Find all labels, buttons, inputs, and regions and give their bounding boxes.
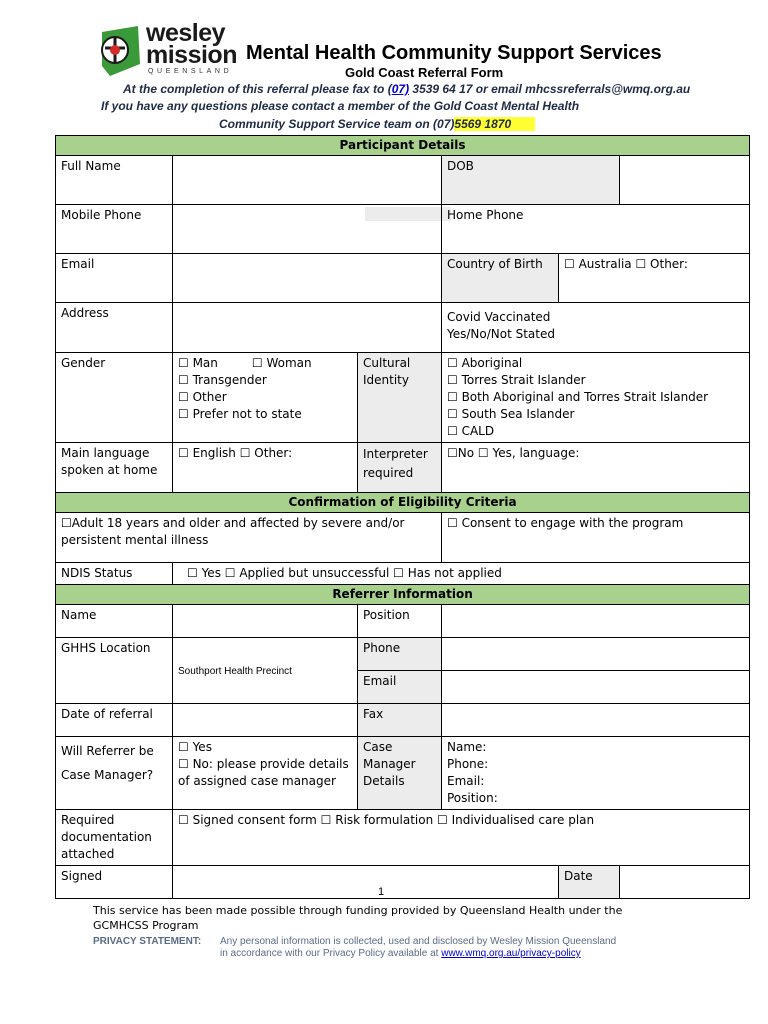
covid-cell[interactable] xyxy=(442,303,750,353)
logo-subtext: QUEENSLAND xyxy=(148,68,233,75)
required-documentation-options[interactable]: ☐ Signed consent form ☐ Risk formulation ☐ Individualised care plan xyxy=(173,810,750,866)
contact-line-1: If you have any questions please contact a member of the Gold Coast Mental Health xyxy=(101,99,580,113)
privacy-statement xyxy=(220,936,616,960)
fax-rest: 3539 64 17 or email mhcssreferrals@wmq.org.au xyxy=(409,82,691,96)
dob-field[interactable] xyxy=(620,156,750,205)
logo-word-wesley: wesley xyxy=(146,19,226,47)
referral-form-table xyxy=(55,135,750,899)
case-manager-details-label: Case Manager Details xyxy=(358,737,442,810)
logo-word-mission: mission xyxy=(146,41,237,69)
referrer-phone-field[interactable] xyxy=(442,638,750,671)
date-field[interactable] xyxy=(620,866,750,899)
main-language-options[interactable]: ☐ English ☐ Other: xyxy=(173,443,358,493)
covid-label: Covid Vaccinated xyxy=(447,310,551,324)
ghhs-location-field[interactable] xyxy=(173,638,358,704)
privacy-label: PRIVACY STATEMENT: xyxy=(93,936,202,947)
contact-line-2-text: Community Support Service team on (07) xyxy=(219,117,455,131)
full-name-field[interactable] xyxy=(173,156,442,205)
gender-man[interactable]: ☐ Man xyxy=(178,356,218,370)
case-manager-options[interactable] xyxy=(173,737,358,810)
interpreter-label: Interpreter required xyxy=(358,443,442,493)
gender-options[interactable] xyxy=(173,353,358,443)
mobile-phone-field[interactable] xyxy=(173,205,442,254)
gender-label: Gender xyxy=(56,353,173,443)
privacy-line-2 xyxy=(220,948,616,960)
gender-woman[interactable]: ☐ Woman xyxy=(251,356,312,370)
date-of-referral-label: Date of referral xyxy=(56,704,173,737)
address-label: Address xyxy=(56,303,173,353)
position-field[interactable] xyxy=(442,605,750,638)
wesley-mission-logo xyxy=(96,19,237,82)
cm-name-label: Name: xyxy=(447,740,487,754)
email-field[interactable] xyxy=(173,254,442,303)
cm-phone-label: Phone: xyxy=(447,757,489,771)
home-phone-label: Home Phone xyxy=(447,208,524,222)
fax-instructions xyxy=(123,82,690,96)
contact-line-2 xyxy=(219,117,535,131)
adult-eligibility-checkbox[interactable]: ☐Adult 18 years and older and affected by severe and/or persistent mental illness xyxy=(56,513,442,563)
fax-field[interactable] xyxy=(442,704,750,737)
cultural-south-sea[interactable]: ☐ South Sea Islander xyxy=(447,407,575,421)
case-manager-details-field[interactable] xyxy=(442,737,750,810)
page-title: Mental Health Community Support Services xyxy=(246,42,662,64)
privacy-line-2-text: in accordance with our Privacy Policy available at xyxy=(220,948,442,959)
case-manager-no[interactable]: ☐ No: please provide details of assigned case manager xyxy=(178,757,349,788)
country-of-birth-label: Country of Birth xyxy=(442,254,559,303)
ndis-status-options[interactable]: ☐ Yes ☐ Applied but unsuccessful ☐ Has not applied xyxy=(173,563,750,585)
case-manager-question: Will Referrer be Case Manager? xyxy=(56,737,173,810)
cultural-identity-label: Cultural Identity xyxy=(358,353,442,443)
page-subtitle: Gold Coast Referral Form xyxy=(345,65,504,80)
home-phone-cell[interactable] xyxy=(442,205,750,254)
fax-label: Fax xyxy=(358,704,442,737)
required-documentation-label: Required documentation attached xyxy=(56,810,173,866)
referrer-email-label: Email xyxy=(358,671,442,704)
fax-prefix: At the completion of this referral please fax to ( xyxy=(123,82,392,96)
privacy-line-1: Any personal information is collected, used and disclosed by Wesley Mission Queensland xyxy=(220,936,617,947)
funding-statement: This service has been made possible through funding provided by Queensland Health under the GCMHCSS Program xyxy=(93,904,623,932)
dob-label: DOB xyxy=(442,156,620,205)
privacy-policy-link[interactable]: www.wmq.org.au/privacy-policy xyxy=(441,948,581,959)
address-field[interactable] xyxy=(173,303,442,353)
referrer-info-heading: Referrer Information xyxy=(56,585,750,605)
participant-details-heading: Participant Details xyxy=(56,136,750,156)
date-label: Date xyxy=(559,866,620,899)
contact-phone: 5569 1870 xyxy=(454,117,535,131)
covid-options: Yes/No/Not Stated xyxy=(447,327,555,341)
signed-label: Signed xyxy=(56,866,173,899)
ndis-status-label: NDIS Status xyxy=(56,563,173,585)
ghhs-location-label: GHHS Location xyxy=(56,638,173,704)
main-language-label: Main language spoken at home xyxy=(56,443,173,493)
mobile-phone-label: Mobile Phone xyxy=(56,205,173,254)
mobile-shaded-area xyxy=(365,207,451,221)
referrer-phone-label: Phone xyxy=(358,638,442,671)
date-of-referral-field[interactable] xyxy=(173,704,358,737)
interpreter-options[interactable]: ☐No ☐ Yes, language: xyxy=(442,443,750,493)
gender-transgender[interactable]: ☐ Transgender xyxy=(178,373,267,387)
cultural-both[interactable]: ☐ Both Aboriginal and Torres Strait Islander xyxy=(447,390,709,404)
country-of-birth-options[interactable]: ☐ Australia ☐ Other: xyxy=(559,254,750,303)
cm-position-label: Position: xyxy=(447,791,498,805)
ghhs-location-value: Southport Health Precinct xyxy=(178,665,292,677)
case-manager-yes[interactable]: ☐ Yes xyxy=(178,740,212,754)
cultural-cald[interactable]: ☐ CALD xyxy=(447,424,495,438)
wesley-mission-shield-icon xyxy=(98,24,144,78)
referrer-name-field[interactable] xyxy=(173,605,358,638)
cultural-identity-options[interactable] xyxy=(442,353,750,443)
fax-area-link[interactable]: 07) xyxy=(391,82,410,96)
signed-field[interactable] xyxy=(173,866,559,899)
full-name-label: Full Name xyxy=(56,156,173,205)
referrer-name-label: Name xyxy=(56,605,173,638)
cm-email-label: Email: xyxy=(447,774,485,788)
referrer-email-field[interactable] xyxy=(442,671,750,704)
position-label: Position xyxy=(358,605,442,638)
consent-checkbox[interactable]: ☐ Consent to engage with the program xyxy=(442,513,750,563)
gender-prefer-not[interactable]: ☐ Prefer not to state xyxy=(178,407,302,421)
eligibility-heading: Confirmation of Eligibility Criteria xyxy=(56,493,750,513)
email-label: Email xyxy=(56,254,173,303)
cultural-torres-strait[interactable]: ☐ Torres Strait Islander xyxy=(447,373,586,387)
cultural-aboriginal[interactable]: ☐ Aboriginal xyxy=(447,356,523,370)
gender-other[interactable]: ☐ Other xyxy=(178,390,227,404)
page-number: 1 xyxy=(378,886,385,898)
